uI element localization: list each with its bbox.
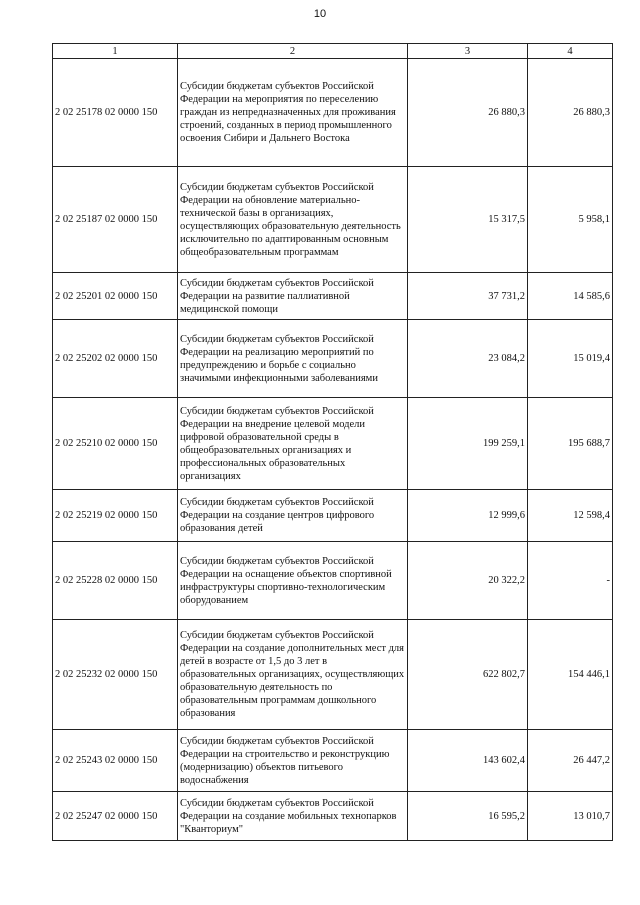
amount-column-4: 12 598,4 bbox=[528, 490, 613, 542]
amount-column-3: 23 084,2 bbox=[408, 320, 528, 398]
classification-code: 2 02 25187 02 0000 150 bbox=[53, 167, 178, 273]
column-header-3: 3 bbox=[408, 44, 528, 59]
table-row bbox=[53, 792, 613, 841]
classification-code: 2 02 25210 02 0000 150 bbox=[53, 398, 178, 490]
subsidy-description: Субсидии бюджетам субъектов Российской Федерации на оснащение объектов спортивной инфраструктуры спортивно-технологическим оборудованием bbox=[178, 542, 408, 620]
classification-code: 2 02 25247 02 0000 150 bbox=[53, 792, 178, 841]
table-row bbox=[53, 398, 613, 490]
amount-column-4: 195 688,7 bbox=[528, 398, 613, 490]
subsidy-description: Субсидии бюджетам субъектов Российской Федерации на создание центров цифрового образования детей bbox=[178, 490, 408, 542]
amount-column-3: 16 595,2 bbox=[408, 792, 528, 841]
amount-column-3: 199 259,1 bbox=[408, 398, 528, 490]
subsidy-description: Субсидии бюджетам субъектов Российской Федерации на создание дополнительных мест для детей в возрасте от 1,5 до 3 лет в образовательных организациях, осуществляющих образовательную деятельность по образовательным программам дошкольного образования bbox=[178, 620, 408, 730]
subsidy-description: Субсидии бюджетам субъектов Российской Федерации на развитие паллиативной медицинской помощи bbox=[178, 273, 408, 320]
table-header-row bbox=[53, 44, 613, 59]
amount-column-3: 20 322,2 bbox=[408, 542, 528, 620]
table-row bbox=[53, 273, 613, 320]
page-number: 10 bbox=[313, 8, 327, 20]
subsidy-description: Субсидии бюджетам субъектов Российской Федерации на мероприятия по переселению граждан из непредназначенных для проживания строений, созданных в период промышленного освоения Сибири и Дальнего Востока bbox=[178, 59, 408, 167]
classification-code: 2 02 25243 02 0000 150 bbox=[53, 730, 178, 792]
table-row bbox=[53, 490, 613, 542]
amount-column-3: 143 602,4 bbox=[408, 730, 528, 792]
table-row bbox=[53, 620, 613, 730]
amount-column-4: 5 958,1 bbox=[528, 167, 613, 273]
amount-column-4: 26 880,3 bbox=[528, 59, 613, 167]
amount-column-4: - bbox=[528, 542, 613, 620]
amount-column-3: 26 880,3 bbox=[408, 59, 528, 167]
subsidy-description: Субсидии бюджетам субъектов Российской Федерации на внедрение целевой модели цифровой образовательной среды в общеобразовательных организациях и профессиональных образовательных организациях bbox=[178, 398, 408, 490]
column-header-2: 2 bbox=[178, 44, 408, 59]
amount-column-4: 26 447,2 bbox=[528, 730, 613, 792]
classification-code: 2 02 25178 02 0000 150 bbox=[53, 59, 178, 167]
table-row bbox=[53, 542, 613, 620]
amount-column-3: 37 731,2 bbox=[408, 273, 528, 320]
subsidy-description: Субсидии бюджетам субъектов Российской Федерации на реализацию мероприятий по предупреждению и борьбе с социально значимыми инфекционными заболеваниями bbox=[178, 320, 408, 398]
classification-code: 2 02 25202 02 0000 150 bbox=[53, 320, 178, 398]
table-row bbox=[53, 167, 613, 273]
table-row bbox=[53, 59, 613, 167]
amount-column-4: 154 446,1 bbox=[528, 620, 613, 730]
amount-column-4: 14 585,6 bbox=[528, 273, 613, 320]
table-row bbox=[53, 320, 613, 398]
subsidy-description: Субсидии бюджетам субъектов Российской Федерации на создание мобильных технопарков "Кванториум" bbox=[178, 792, 408, 841]
amount-column-3: 622 802,7 bbox=[408, 620, 528, 730]
column-header-4: 4 bbox=[528, 44, 613, 59]
amount-column-3: 15 317,5 bbox=[408, 167, 528, 273]
classification-code: 2 02 25232 02 0000 150 bbox=[53, 620, 178, 730]
amount-column-4: 15 019,4 bbox=[528, 320, 613, 398]
classification-code: 2 02 25228 02 0000 150 bbox=[53, 542, 178, 620]
classification-code: 2 02 25201 02 0000 150 bbox=[53, 273, 178, 320]
budget-table bbox=[52, 43, 613, 841]
subsidy-description: Субсидии бюджетам субъектов Российской Федерации на обновление материально-технической базы в организациях, осуществляющих образовательную деятельность исключительно по адаптированным основным общеобразовательным программам bbox=[178, 167, 408, 273]
classification-code: 2 02 25219 02 0000 150 bbox=[53, 490, 178, 542]
amount-column-3: 12 999,6 bbox=[408, 490, 528, 542]
subsidy-description: Субсидии бюджетам субъектов Российской Федерации на строительство и реконструкцию (модернизацию) объектов питьевого водоснабжения bbox=[178, 730, 408, 792]
column-header-1: 1 bbox=[53, 44, 178, 59]
table-row bbox=[53, 730, 613, 792]
amount-column-4: 13 010,7 bbox=[528, 792, 613, 841]
